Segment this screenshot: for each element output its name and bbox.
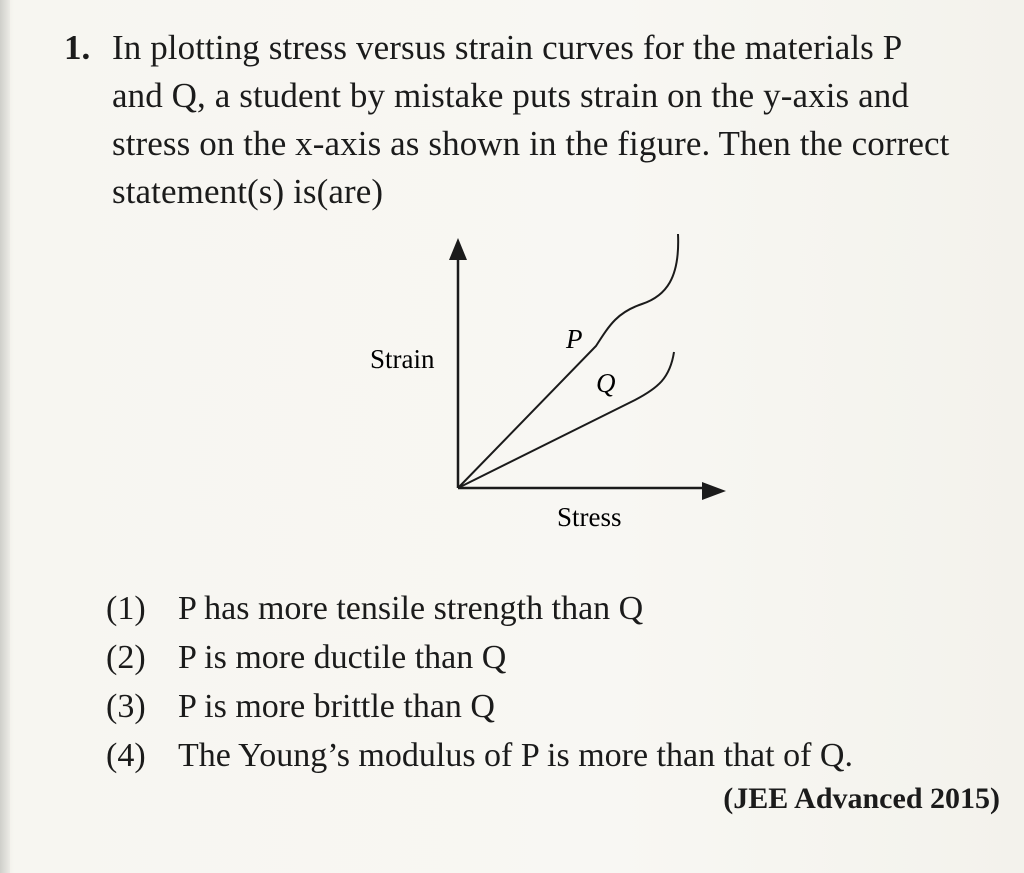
stress-strain-figure xyxy=(360,228,740,538)
question-line: stress on the x-axis as shown in the figure. Then the correct xyxy=(112,124,950,163)
curve-p-label: P xyxy=(566,324,583,354)
y-axis-arrow xyxy=(449,238,467,260)
option-number: (1) xyxy=(106,590,146,627)
option-text: P has more tensile strength than Q xyxy=(178,590,644,627)
question-text xyxy=(112,24,1012,216)
question-number: 1. xyxy=(64,28,91,67)
curve-q-label: Q xyxy=(596,368,616,398)
y-axis-label: Strain xyxy=(370,344,435,374)
option-text: P is more brittle than Q xyxy=(178,688,495,725)
page-edge xyxy=(0,0,10,873)
x-axis-label: Stress xyxy=(557,502,622,532)
option-number: (2) xyxy=(106,639,146,676)
option-text: The Young’s modulus of P is more than that of Q. xyxy=(178,737,853,774)
option-text: P is more ductile than Q xyxy=(178,639,507,676)
option-number: (3) xyxy=(106,688,146,725)
option-item xyxy=(106,584,853,633)
curve-q xyxy=(458,352,674,488)
option-item xyxy=(106,731,853,780)
curve-p xyxy=(458,234,678,488)
question-line: In plotting stress versus strain curves for the materials P xyxy=(112,28,903,67)
options-list xyxy=(106,584,853,780)
exam-source: (JEE Advanced 2015) xyxy=(723,782,1000,815)
option-item xyxy=(106,633,853,682)
x-axis-arrow xyxy=(702,482,726,500)
question-line: and Q, a student by mistake puts strain on the y-axis and xyxy=(112,76,909,115)
question-line: statement(s) is(are) xyxy=(112,172,384,211)
option-item xyxy=(106,682,853,731)
option-number: (4) xyxy=(106,737,146,774)
